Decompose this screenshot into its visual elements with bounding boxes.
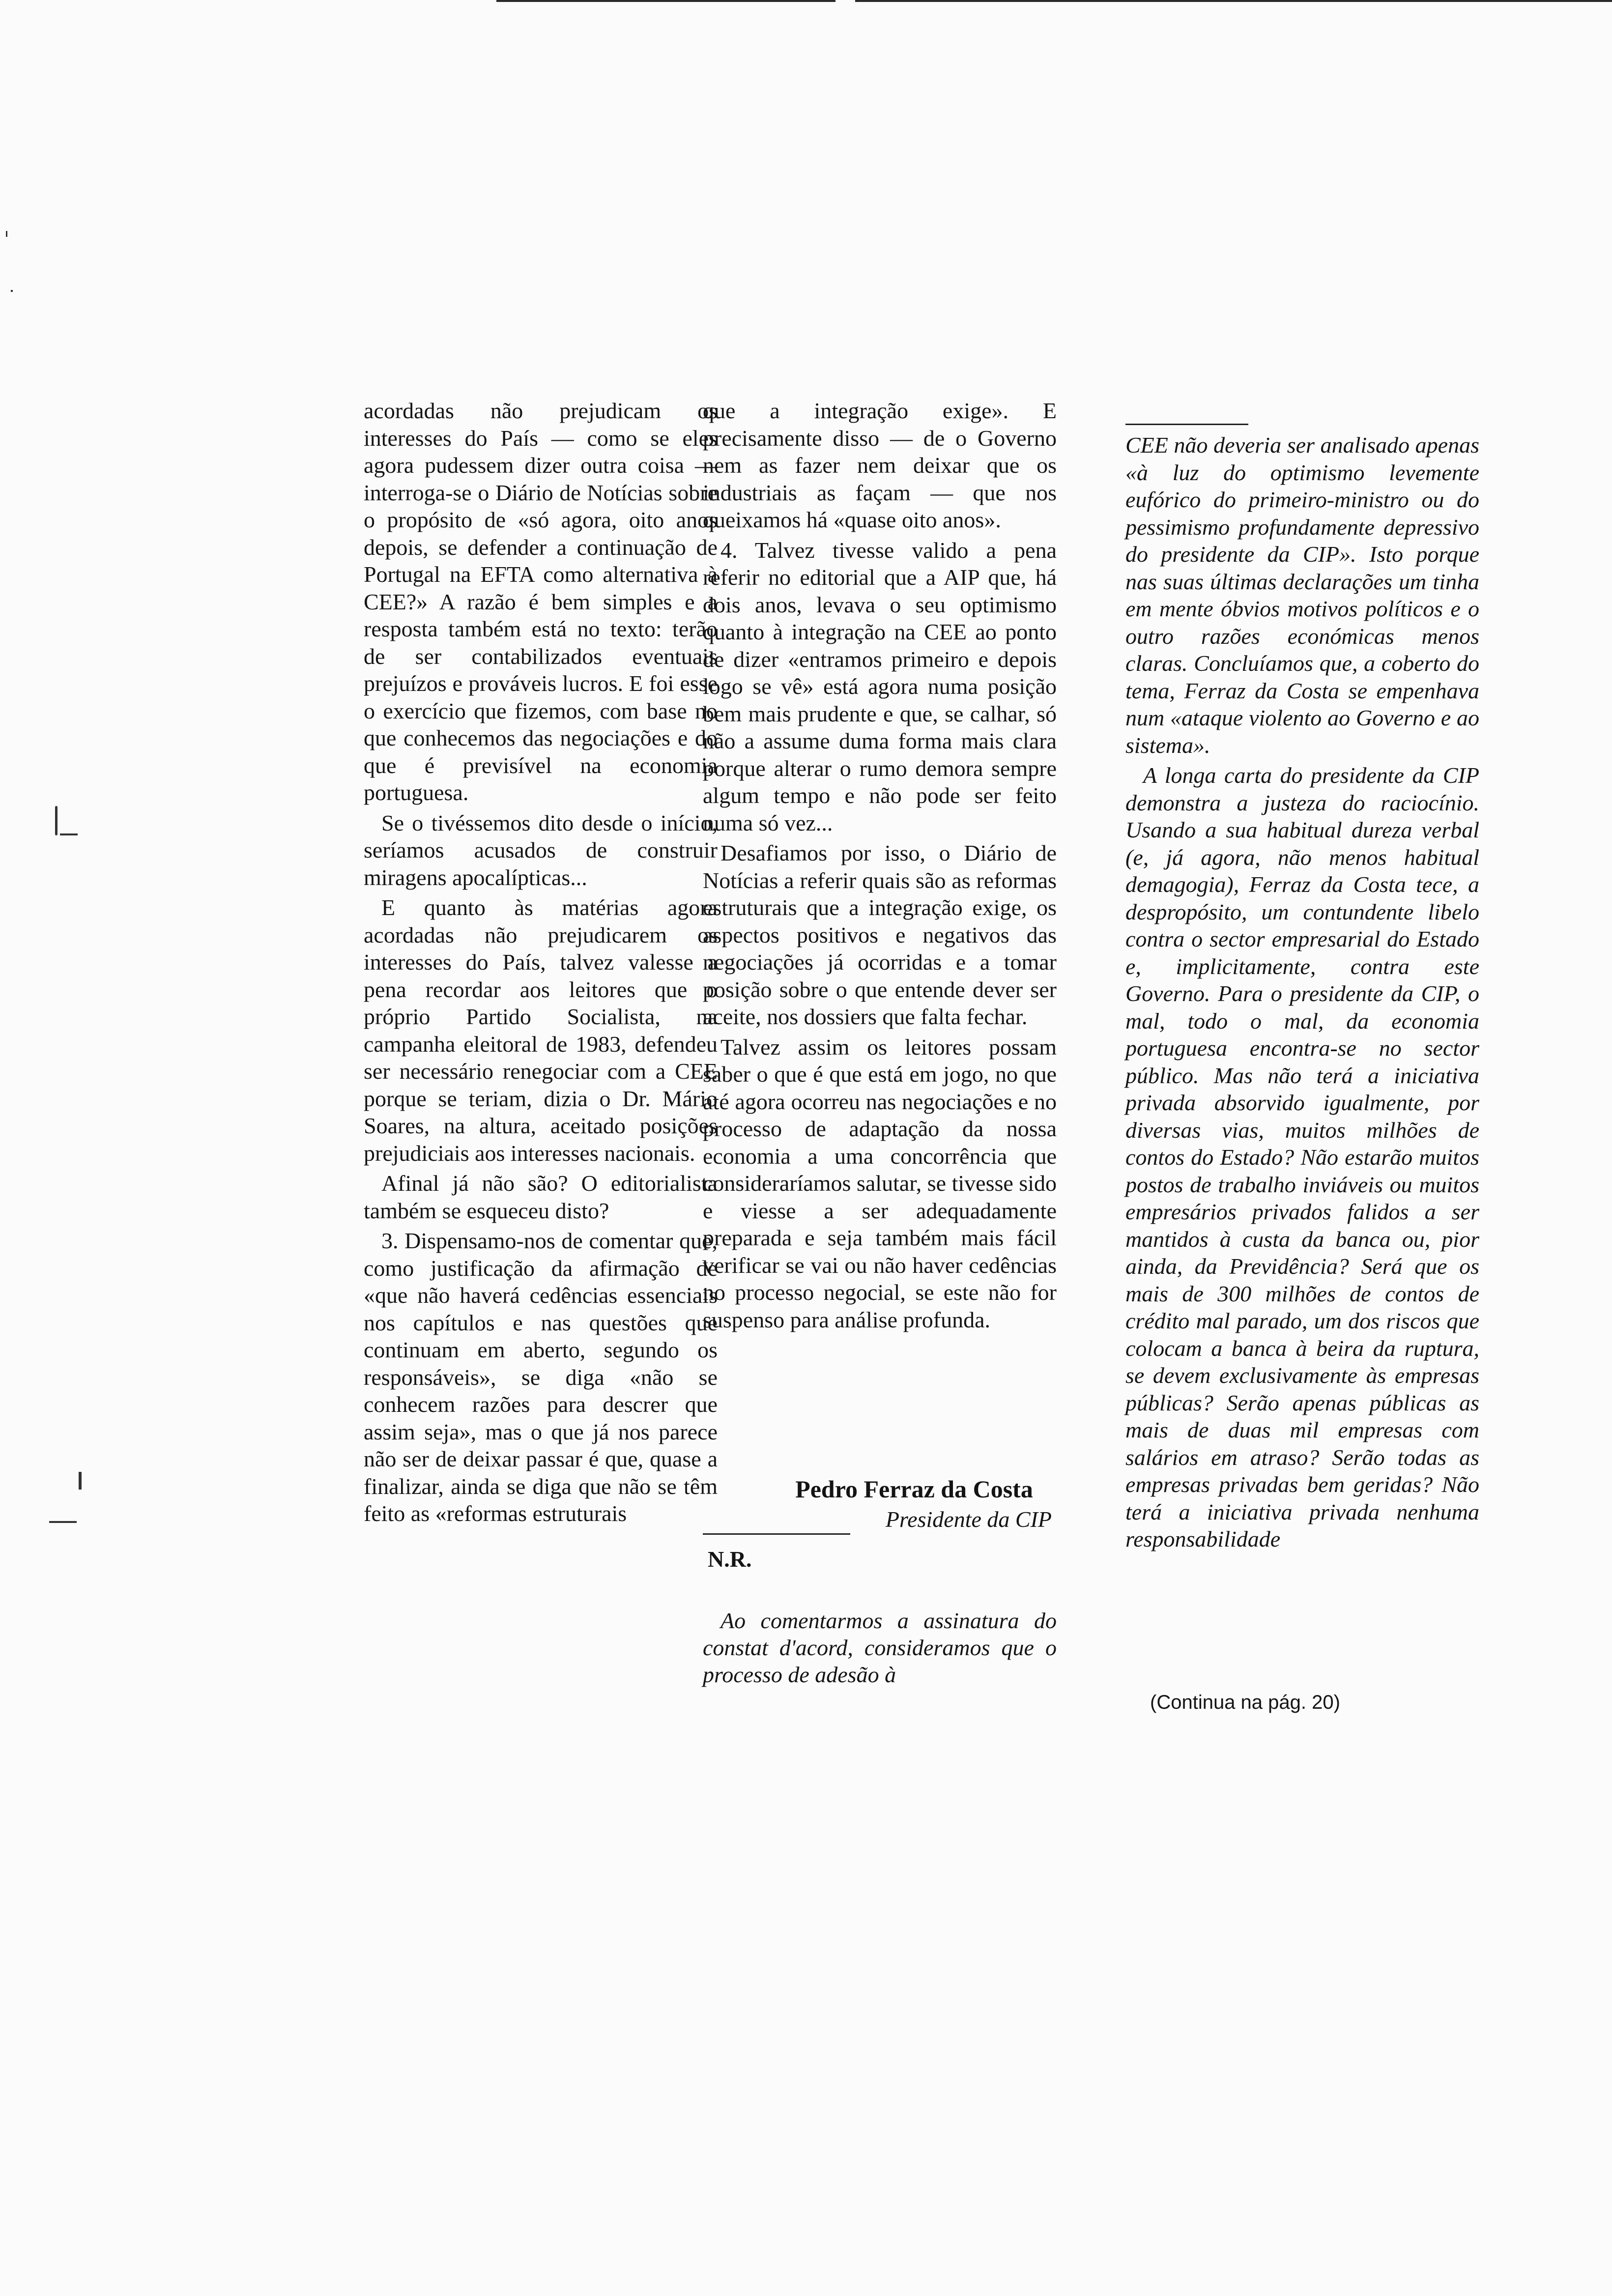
editor-note-text: Ao comentarmos a assinatura do constat d'acord, consideramos que o processo de adesão à (703, 1608, 1057, 1687)
article-paragraph: CEE não deveria ser analisado apenas «à luz do optimismo levemente eufórico do primeiro-ministro ou do pessimismo profundamente depressivo do presidente da CIP». Isto porque nas suas últimas declarações um tinha em mente óbvios motivos políticos e o outro razões económicas menos claras. Concluíamos que, a coberto do tema, Ferraz da Costa se empenhava num «ataque violento ao Governo e ao sistema». (1125, 432, 1479, 758)
editor-note-label: N.R. (708, 1547, 752, 1572)
article-paragraph: Se o tivéssemos dito desde o início, seríamos acusados de construir miragens apocalípticas... (364, 810, 718, 890)
article-paragraph: 3. Dispensamo-nos de comentar que, como justificação da afirmação de «que não haverá cedências essenciais nos capítulos e nas questões que continuam em aberto, segundo os responsáveis», se diga «não se conhecem razões para descrer que assim seja», mas o que já nos parece não ser de deixar passar é que, quase a finalizar, ainda se diga que não se têm feito as «reformas estruturais (364, 1228, 718, 1526)
column-3-top-rule (1125, 424, 1248, 425)
article-paragraph: E quanto às matérias agora acordadas não prejudicarem os interesses do País, talvez valesse a pena recordar aos leitores que o próprio Partido Socialista, na campanha eleitoral de 1983, defendeu ser necessário renegociar com a CEE porque se teriam, dizia o Dr. Mário Soares, na altura, aceitado posições prejudiciais aos interesses nacionais. (364, 895, 718, 1166)
top-scan-line-left (496, 0, 835, 2)
article-column-2 (703, 397, 1057, 1333)
article-paragraph: que a integração exige». E precisamente disso — de o Governo nem as fazer nem deixar que os industriais as façam — que nos queixamos há «quase oito anos». (703, 398, 1057, 532)
article-paragraph: Afinal já não são? O editorialista também se esqueceu disto? (364, 1171, 718, 1223)
top-scan-line-right (855, 0, 1612, 2)
article-paragraph: Desafiamos por isso, o Diário de Notícias a referir quais são as reformas estruturais que a integração exige, os aspectos positivos e negativos das negociações já ocorridas e a tomar posição sobre o que entende dever ser aceite, nos dossiers que falta fechar. (703, 840, 1057, 1029)
article-column-1 (364, 397, 718, 1527)
scan-margin-mark (55, 806, 58, 835)
author-signature: Pedro Ferraz da Costa (795, 1475, 1033, 1503)
author-role: Presidente da CIP (885, 1507, 1052, 1532)
scan-margin-mark (60, 833, 78, 835)
continuation-note: (Continua na pág. 20) (1150, 1692, 1340, 1713)
editor-note-rule (703, 1533, 850, 1535)
article-column-3 (1125, 431, 1479, 1553)
article-paragraph: A longa carta do presidente da CIP demonstra a justeza do raciocínio. Usando a sua habitual dureza verbal (e, já agora, não menos habitual demagogia), Ferraz da Costa tece, a despropósito, um contundente libelo contra o sector empresarial do Estado e, implicitamente, contra este Governo. Para o presidente da CIP, o mal, todo o mal, da economia portuguesa encontra-se no sector público. Mas não terá a iniciativa privada absorvido igualmente, por diversas vias, muitos milhões de contos do Estado? Não estarão muitos postos de trabalho inviáveis ou muitos empresários privados falidos a ser mantidos à custa da banca ou, pior ainda, da Previdência? Será que os mais de 300 milhões de contos de crédito mal parado, um dos riscos que colocam a banca à beira da ruptura, se devem exclusivamente às empresas públicas? Serão apenas públicas as mais de duas mil empresas com salários em atraso? Serão todas as empresas privadas bem geridas? Não terá a iniciativa privada nenhuma responsabilidade (1125, 763, 1479, 1551)
scan-margin-mark (49, 1521, 77, 1523)
scan-margin-mark (11, 290, 13, 292)
scan-margin-mark (79, 1472, 82, 1490)
article-paragraph: 4. Talvez tivesse valido a pena referir no editorial que a AIP que, há dois anos, levava o seu optimismo quanto à integração na CEE ao ponto de dizer «entramos primeiro e depois logo se vê» está agora numa posição bem mais prudente e que, se calhar, só não a assume duma forma mais clara porque alterar o rumo demora sempre algum tempo e não pode ser feito numa só vez... (703, 537, 1057, 835)
article-paragraph: acordadas não prejudicam os interesses do País — como se eles agora pudessem dizer outra coisa — interroga-se o Diário de Notícias sobre o propósito de «só agora, oito anos depois, se defender a continuação de Portugal na EFTA como alternativa à CEE?» A razão é bem simples e a resposta também está no texto: terão de ser contabilizados eventuais prejuízos e prováveis lucros. E foi esse o exercício que fizemos, com base no que conhecemos das negociações e do que é previsível na economia portuguesa. (364, 398, 718, 805)
scan-margin-mark (6, 231, 7, 237)
article-paragraph: Talvez assim os leitores possam saber o que é que está em jogo, no que até agora ocorreu nas negociações e no processo de adaptação da nossa economia a uma concorrência que consideraríamos salutar, se tivesse sido e viesse a ser adequadamente preparada e seja também mais fácil verificar se vai ou não haver cedências no processo negocial, se este não for suspenso para análise profunda. (703, 1034, 1057, 1332)
